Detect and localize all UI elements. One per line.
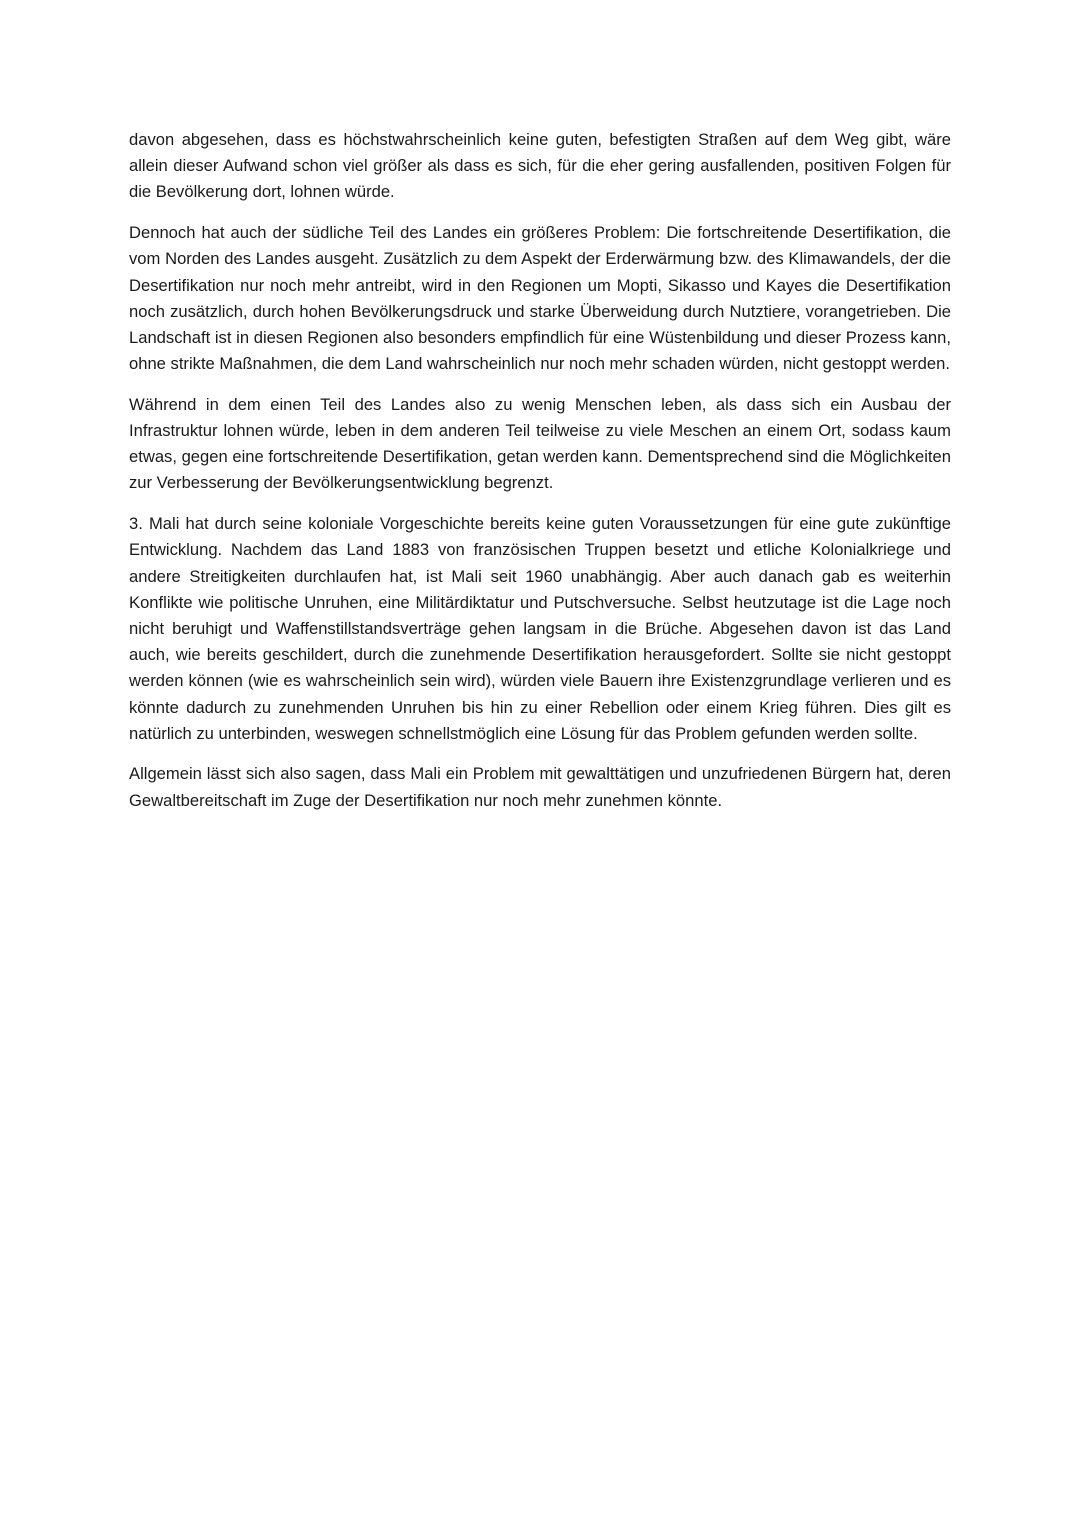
- paragraph-colonial-history: 3. Mali hat durch seine koloniale Vorgeschichte bereits keine guten Voraussetzungen für eine gute zukünftige Entwicklung. Nachdem das Land 1883 von französischen Truppen besetzt und etliche Kolonialkriege und andere Streitigkeiten durchlaufen hat, ist Mali seit 1960 unabhängig. Aber auch danach gab es weiterhin Konflikte wie politische Unruhen, eine Militärdiktatur und Putschversuche. Selbst heutzutage ist die Lage noch nicht beruhigt und Waffenstillstandsverträge gehen langsam in die Brüche. Abgesehen davon ist das Land auch, wie bereits geschildert, durch die zunehmende Desertifikation herausgefordert. Sollte sie nicht gestoppt werden können (wie es wahrscheinlich sein wird), würden viele Bauern ihre Existenzgrundlage verlieren und es könnte dadurch zu zunehmenden Unruhen bis hin zu einer Rebellion oder einem Krieg führen. Dies gilt es natürlich zu unterbinden, weswegen schnellstmöglich eine Lösung für das Problem gefunden werden sollte.: [129, 514, 951, 743]
- paragraph-conclusion: Allgemein lässt sich also sagen, dass Mali ein Problem mit gewalttätigen und unzufriedenen Bürgern hat, deren Gewaltbereitschaft im Zuge der Desertifikation nur noch mehr zunehmen könnte.: [129, 764, 951, 810]
- paragraph-population-development: Während in dem einen Teil des Landes also zu wenig Menschen leben, als dass sich ein Ausbau der Infrastruktur lohnen würde, leben in dem anderen Teil teilweise zu viele Meschen an einem Ort, sodass kaum etwas, gegen eine fortschreitende Desertifikation, getan werden kann. Dementsprechend sind die Möglichkeiten zur Verbesserung der Bevölkerungsentwicklung begrenzt.: [129, 394, 951, 493]
- paragraph-road-infrastructure: davon abgesehen, dass es höchstwahrscheinlich keine guten, befestigten Straßen auf dem Weg gibt, wäre allein dieser Aufwand schon viel größer als dass es sich, für die eher gering ausfallenden, positiven Folgen für die Bevölkerung dort, lohnen würde.: [129, 130, 951, 202]
- paragraph-desertification-south: Dennoch hat auch der südliche Teil des Landes ein größeres Problem: Die fortschreitende Desertifikation, die vom Norden des Landes ausgeht. Zusätzlich zu dem Aspekt der Erderwärmung bzw. des Klimawandels, der die Desertifikation nur noch mehr antreibt, wird in den Regionen um Mopti, Sikasso und Kayes die Desertifikation noch zusätzlich, durch hohen Bevölkerungsdruck und starke Überweidung durch Nutztiere, vorangetrieben. Die Landschaft ist in diesen Regionen also besonders empfindlich für eine Wüstenbildung und dieser Prozess kann, ohne strikte Maßnahmen, die dem Land wahrscheinlich nur noch mehr schaden würden, nicht gestoppt werden.: [129, 223, 951, 374]
- document-body: [129, 127, 951, 828]
